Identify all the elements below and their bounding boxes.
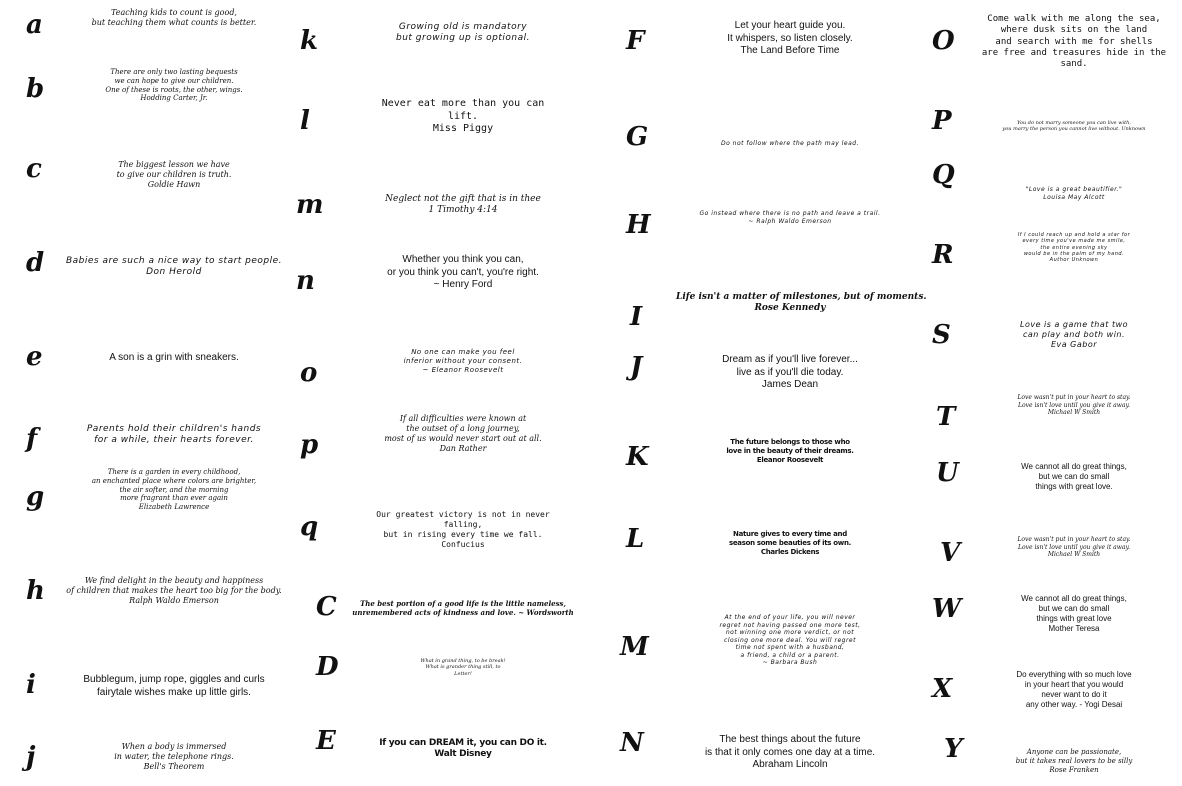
letter-glyph-o: o bbox=[300, 358, 318, 388]
quote-line: every time you've made me smile, bbox=[1022, 238, 1126, 245]
quote-line: the air softer, and the morning bbox=[119, 485, 229, 494]
quote-line: The best things about the future bbox=[719, 734, 861, 745]
letter-glyph-D: D bbox=[316, 652, 339, 682]
letter-glyph: f bbox=[26, 424, 38, 454]
quote-line: Love wasn't put in your heart to stay. bbox=[1017, 536, 1131, 543]
quote-line: an enchanted place where colors are brighter, bbox=[91, 476, 257, 485]
quote-line: more fragrant than ever again bbox=[120, 494, 228, 503]
quote-line: If all difficulties were known at bbox=[399, 414, 527, 423]
letter-glyph-Q: Q bbox=[932, 160, 955, 190]
quote-i bbox=[64, 674, 284, 699]
quote-M bbox=[676, 614, 904, 667]
quote-line: but growing up is optional. bbox=[395, 33, 531, 44]
letter-glyph-S: S bbox=[932, 320, 951, 350]
quote-line: The future belongs to those who bbox=[730, 438, 850, 446]
letter-glyph: d bbox=[26, 248, 45, 278]
quote-K bbox=[676, 438, 904, 464]
quote-line: Let your heart guide you. bbox=[734, 20, 846, 31]
letter-glyph-p: p bbox=[300, 430, 319, 460]
quote-line: Parents hold their children's hands bbox=[86, 424, 262, 434]
quote-line: are free and treasures hide in the bbox=[981, 47, 1167, 58]
letter-glyph: e bbox=[26, 342, 43, 372]
quote-line: Come walk with me along the sea, bbox=[987, 14, 1161, 24]
quote-line: Love isn't love until you give it away. bbox=[1018, 543, 1130, 551]
quote-F bbox=[676, 20, 904, 58]
quote-I bbox=[676, 292, 927, 315]
quote-line: Do not follow where the path may lead. bbox=[720, 140, 860, 147]
quote-line: most of us would never start out at all. bbox=[384, 434, 542, 443]
quote-line: The best portion of a good life is the little nameless, bbox=[360, 599, 566, 608]
letter-glyph: b bbox=[26, 74, 45, 104]
quote-line: Don Herold bbox=[146, 267, 202, 278]
quote-f bbox=[64, 424, 284, 447]
quote-line: any other way. - Yogi Desai bbox=[1025, 700, 1123, 709]
letter-glyph-O: O bbox=[932, 26, 955, 56]
quote-e bbox=[64, 352, 284, 365]
quote-D bbox=[350, 658, 576, 677]
quote-line: What is grander thing still, to bbox=[425, 664, 501, 671]
quote-a bbox=[64, 8, 284, 28]
quote-L bbox=[676, 530, 904, 556]
letter-glyph: i bbox=[26, 670, 36, 700]
quote-line: Walt Disney bbox=[434, 749, 492, 760]
quote-line: Babies are such a nice way to start people. bbox=[65, 256, 283, 266]
quote-line: live as if you'll die today. bbox=[736, 366, 844, 378]
quote-line: Charles Dickens bbox=[760, 547, 820, 556]
quote-line: Goldie Hawn bbox=[147, 180, 201, 189]
quote-G bbox=[676, 140, 904, 148]
letter-glyph: c bbox=[26, 154, 42, 184]
quote-J bbox=[676, 354, 904, 392]
quote-line: Hodding Carter, Jr. bbox=[140, 94, 208, 103]
quote-line: can play and both win. bbox=[1022, 330, 1126, 339]
quote-c bbox=[64, 160, 284, 190]
quote-line: things with great love. bbox=[1035, 482, 1113, 491]
quote-line: never want to do it bbox=[1041, 690, 1107, 699]
letter-glyph-G: G bbox=[626, 122, 649, 152]
quote-line: There are only two lasting bequests bbox=[110, 68, 238, 76]
letter-glyph-P: P bbox=[932, 106, 952, 136]
quote-line: ~ Ralph Waldo Emerson bbox=[748, 217, 832, 225]
quote-q bbox=[350, 510, 576, 550]
quote-line: "Love is a great beautifier." bbox=[1025, 186, 1123, 193]
letter-glyph-M: M bbox=[620, 632, 649, 662]
letter-glyph-n: n bbox=[296, 266, 315, 296]
quote-line: At the end of your life, you will never bbox=[724, 614, 856, 621]
quote-X bbox=[972, 670, 1176, 710]
quote-O bbox=[972, 14, 1176, 70]
quote-line: time not spent with a husband, bbox=[735, 644, 845, 651]
quote-line: Confucius bbox=[441, 540, 485, 549]
letter-glyph-F: F bbox=[626, 26, 645, 56]
quote-line: but it takes real lovers to be silly bbox=[1015, 756, 1133, 765]
quote-H bbox=[676, 210, 904, 225]
quote-line: Love wasn't put in your heart to stay. bbox=[1017, 394, 1131, 401]
quote-line: The Land Before Time bbox=[740, 45, 840, 56]
letter-glyph-C: C bbox=[316, 592, 337, 622]
quote-line: to give our children is truth. bbox=[116, 170, 232, 179]
quote-line: Michael W Smith bbox=[1047, 551, 1101, 558]
letter-glyph-J: J bbox=[630, 352, 643, 382]
quote-line: Never eat more than you can bbox=[381, 98, 545, 109]
quote-line: Author Unknown bbox=[1049, 257, 1099, 263]
quote-line: lift. bbox=[447, 110, 479, 122]
letter-glyph-L: L bbox=[626, 524, 645, 554]
quote-line: There is a garden in every childhood, bbox=[107, 468, 241, 476]
letter-glyph-Y: Y bbox=[944, 734, 963, 764]
quote-line: Love isn't love until you give it away. bbox=[1018, 401, 1130, 409]
letter-glyph: a bbox=[26, 10, 43, 40]
quote-U bbox=[972, 462, 1176, 492]
quote-V bbox=[972, 536, 1176, 559]
quote-Y bbox=[972, 748, 1176, 774]
letter-glyph-m: m bbox=[296, 190, 324, 220]
quote-line: Abraham Lincoln bbox=[752, 759, 828, 770]
quote-R bbox=[972, 232, 1176, 263]
quote-line: a friend, a child or a parent. bbox=[740, 651, 840, 659]
quote-line: Miss Piggy bbox=[432, 123, 494, 134]
quote-T bbox=[972, 394, 1176, 417]
quote-line: Dan Rather bbox=[439, 444, 487, 453]
quote-g bbox=[64, 468, 284, 512]
quote-line: Anyone can be passionate, bbox=[1026, 748, 1122, 756]
quote-line: Bubblegum, jump rope, giggles and curls bbox=[83, 674, 265, 685]
quote-line: Eleanor Roosevelt bbox=[756, 455, 824, 464]
quote-line: Do everything with so much love bbox=[1016, 670, 1132, 679]
quote-line: Eva Gabor bbox=[1050, 340, 1098, 349]
quote-line: Whether you think you can, bbox=[402, 254, 524, 265]
letter-glyph: h bbox=[26, 576, 45, 606]
quote-line: Mother Teresa bbox=[1048, 624, 1100, 633]
quote-E bbox=[350, 738, 576, 761]
quote-h bbox=[64, 576, 284, 606]
quote-line: When a body is immersed bbox=[121, 742, 227, 751]
quote-l bbox=[350, 98, 576, 136]
quote-line: Growing old is mandatory bbox=[398, 22, 528, 32]
quote-line: the entire evening sky bbox=[1040, 244, 1108, 251]
letter-glyph-k: k bbox=[300, 26, 319, 56]
quote-line: One of these is roots, the other, wings. bbox=[105, 85, 243, 94]
quote-line: We cannot all do great things, bbox=[1021, 594, 1127, 603]
letter-glyph-X: X bbox=[932, 674, 953, 704]
quote-line: Rose Kennedy bbox=[754, 303, 826, 314]
quote-p bbox=[350, 414, 576, 454]
quote-line: sand. bbox=[1060, 59, 1088, 69]
quote-line: We cannot all do great things, bbox=[1021, 462, 1127, 471]
quote-line: Letter! bbox=[454, 670, 472, 677]
quote-m bbox=[350, 194, 576, 217]
quote-line: for a while, their hearts forever. bbox=[94, 435, 254, 446]
quote-line: is that it only comes one day at a time. bbox=[704, 746, 876, 758]
quote-line: Teaching kids to count is good, bbox=[111, 8, 237, 17]
quote-line: season some beauties of its own. bbox=[728, 538, 851, 547]
quote-line: love in the beauty of their dreams. bbox=[726, 446, 854, 455]
quote-line: but we can do small bbox=[1038, 472, 1110, 481]
letter-glyph-H: H bbox=[626, 210, 651, 240]
quote-line: where dusk sits on the land bbox=[1000, 25, 1148, 36]
quote-o bbox=[350, 348, 576, 374]
quote-line: but teaching them what counts is better. bbox=[91, 18, 257, 27]
quote-line: things with great love bbox=[1036, 614, 1112, 623]
quote-line: The biggest lesson we have bbox=[118, 160, 230, 169]
quote-line: Our greatest victory is not in never bbox=[376, 510, 550, 519]
quote-line: inferior without your consent. bbox=[403, 356, 523, 365]
quote-line: Ralph Waldo Emerson bbox=[129, 596, 219, 605]
quote-P bbox=[972, 120, 1176, 133]
letter-glyph-U: U bbox=[936, 458, 959, 488]
quote-line: in your heart that you would bbox=[1024, 680, 1124, 689]
letter-glyph-T: T bbox=[936, 402, 956, 432]
quote-line: Nature gives to every time and bbox=[733, 530, 847, 538]
quote-d bbox=[64, 256, 284, 279]
quote-line: in water, the telephone rings. bbox=[114, 752, 234, 761]
quote-line: 1 Timothy 4:14 bbox=[428, 205, 498, 216]
quote-line: We find delight in the beauty and happiness bbox=[84, 576, 264, 585]
quote-line: ~ Barbara Bush bbox=[762, 659, 818, 666]
quote-W bbox=[972, 594, 1176, 634]
quote-line: not winning one more verdict, or not bbox=[725, 629, 855, 636]
letter-glyph-R: R bbox=[932, 240, 954, 270]
quote-line: the outset of a long journey, bbox=[406, 424, 520, 433]
quote-b bbox=[64, 68, 284, 103]
letter-glyph: j bbox=[26, 742, 36, 772]
quote-line: falling, bbox=[443, 520, 483, 529]
quote-Q bbox=[972, 186, 1176, 201]
quote-line: ~ Eleanor Roosevelt bbox=[422, 365, 504, 374]
letter-glyph-l: l bbox=[300, 106, 310, 136]
quote-line: ~ Henry Ford bbox=[433, 279, 493, 290]
quote-line: If you can DREAM it, you can DO it. bbox=[379, 738, 547, 748]
letter-glyph-N: N bbox=[620, 728, 644, 758]
quote-line: but we can do small bbox=[1038, 604, 1110, 613]
quote-line: Go instead where there is no path and leave a trail. bbox=[699, 210, 881, 217]
quote-line: James Dean bbox=[761, 379, 819, 390]
quote-line: What in grand thing, to be break! bbox=[420, 658, 506, 664]
quote-S bbox=[972, 320, 1176, 350]
quote-line: would be in the palm of my hand. bbox=[1023, 250, 1125, 257]
quote-line: Life isn't a matter of milestones, but of moments. bbox=[676, 292, 927, 302]
quote-line: Michael W Smith bbox=[1047, 409, 1101, 416]
quote-line: but in rising every time we fall. bbox=[383, 530, 543, 539]
quote-line: If I could reach up and hold a star for bbox=[1017, 232, 1131, 238]
quote-line: Louisa May Alcott bbox=[1043, 193, 1105, 201]
letter-glyph-q: q bbox=[300, 512, 319, 542]
quote-line: fairytale wishes make up little girls. bbox=[97, 686, 251, 698]
quote-line: Dream as if you'll live forever... bbox=[722, 354, 858, 365]
quote-N bbox=[676, 734, 904, 772]
quote-line: It whispers, so listen closely. bbox=[727, 32, 853, 44]
quote-line: Love is a game that two bbox=[1019, 320, 1129, 329]
letter-glyph-K: K bbox=[626, 442, 649, 472]
letter-glyph-W: W bbox=[932, 594, 962, 624]
quote-line: or you think you can't, you're right. bbox=[387, 266, 539, 278]
quote-line: Rose Franken bbox=[1049, 765, 1099, 774]
quote-line: Neglect not the gift that is in thee bbox=[385, 194, 541, 204]
quote-line: closing one more deal. You will regret bbox=[724, 636, 856, 644]
quote-line: A son is a grin with sneakers. bbox=[109, 352, 239, 363]
quote-line: regret not having passed one more test, bbox=[719, 621, 861, 629]
letter-glyph: g bbox=[26, 482, 45, 512]
quote-C bbox=[350, 600, 576, 618]
quote-j bbox=[64, 742, 284, 772]
quote-line: No one can make you feel bbox=[411, 348, 515, 356]
quote-line: Bell's Theorem bbox=[143, 762, 205, 771]
quote-line: we can hope to give our children. bbox=[114, 76, 234, 85]
quote-line: of children that makes the heart too big for the body. bbox=[66, 586, 282, 595]
letter-glyph-E: E bbox=[316, 726, 336, 756]
quote-line: You do not marry someone you can live with, bbox=[1017, 120, 1131, 126]
letter-glyph-V: V bbox=[940, 538, 961, 568]
quote-n bbox=[350, 254, 576, 292]
quote-line: Elizabeth Lawrence bbox=[138, 503, 210, 511]
letter-glyph-I: I bbox=[630, 302, 643, 332]
quote-line: unremembered acts of kindness and love. ~ Wordsworth bbox=[352, 607, 574, 617]
quote-k bbox=[350, 22, 576, 45]
quote-line: you marry the person you cannot live without. Unknown bbox=[1002, 126, 1146, 133]
quote-line: and search with me for shells bbox=[995, 36, 1153, 47]
